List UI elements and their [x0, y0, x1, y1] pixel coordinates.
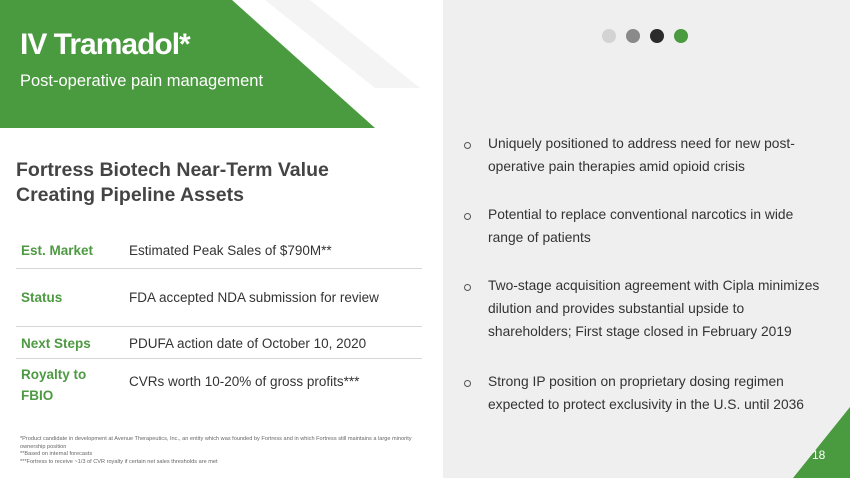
progress-dot	[602, 29, 616, 43]
progress-dot	[626, 29, 640, 43]
bullet-text: Uniquely positioned to address need for new post-operative pain therapies amid opioid crisis	[488, 136, 795, 174]
progress-dots	[602, 29, 688, 43]
page-number: 18	[812, 448, 826, 462]
row-label: Royalty to FBIO	[21, 367, 87, 403]
bullet-circle-icon	[464, 284, 471, 291]
slide-title: IV Tramadol*	[20, 28, 190, 61]
progress-dot	[674, 29, 688, 43]
page-number-corner	[793, 407, 850, 478]
section-heading: Fortress Biotech Near-Term Value Creating Pipeline Assets	[16, 159, 329, 206]
row-value: Estimated Peak Sales of $790M**	[129, 243, 332, 258]
row-value: PDUFA action date of October 10, 2020	[129, 336, 367, 351]
footnote: ***Fortress to receive ~1/3 of CVR royalty if certain net sales thresholds are met	[20, 458, 218, 465]
row-value: CVRs worth 10-20% of gross profits***	[129, 374, 360, 389]
progress-dot	[650, 29, 664, 43]
bullet-circle-icon	[464, 142, 471, 149]
footnote: **Based on internal forecasts	[20, 451, 93, 458]
row-value: FDA accepted NDA submission for review	[129, 290, 379, 305]
slide-subtitle: Post-operative pain management	[20, 72, 264, 90]
bullet-circle-icon	[464, 380, 471, 387]
row-label: Est. Market	[21, 243, 94, 258]
bullet-text: Strong IP position on proprietary dosing regimen expected to protect exclusivity in the U.S. until 2036	[488, 374, 804, 412]
header-banner	[0, 0, 375, 128]
bullet-text: Potential to replace conventional narcotics in wide range of patients	[488, 207, 794, 245]
row-label: Next Steps	[21, 336, 91, 351]
row-divider	[16, 268, 422, 269]
footnote: *Product candidate in development at Avenue Therapeutics, Inc., an entity which was founded by Fortress and in which Fortress still maintains a large minority ownership position	[20, 436, 412, 450]
row-divider	[16, 358, 422, 359]
row-divider	[16, 326, 422, 327]
bullet-text: Two-stage acquisition agreement with Cipla minimizes dilution and provides substantial upside to shareholders; First stage closed in February 2019	[488, 278, 820, 339]
bullet-circle-icon	[464, 213, 471, 220]
row-label: Status	[21, 290, 63, 305]
footnotes	[20, 436, 430, 466]
